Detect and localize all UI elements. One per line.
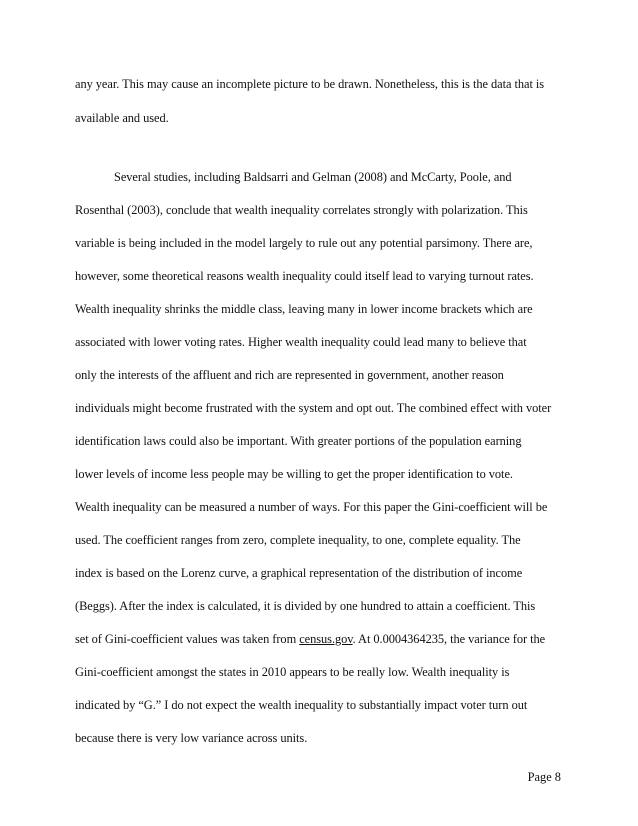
census-gov-link[interactable]: census.gov bbox=[299, 632, 353, 646]
text-line: because there is very low variance across units. bbox=[75, 731, 308, 745]
text-line: (Beggs). After the index is calculated, it is divided by one hundred to attain a coefficient. This bbox=[75, 599, 536, 613]
text-line: indicated by “G.” I do not expect the wealth inequality to substantially impact voter turn out bbox=[75, 698, 528, 712]
text-line: Rosenthal (2003), conclude that wealth inequality correlates strongly with polarization. This bbox=[75, 203, 528, 217]
text-line: lower levels of income less people may be willing to get the proper identification to vote. bbox=[75, 467, 513, 481]
text-fragment: set of Gini-coefficient values was taken from bbox=[75, 632, 300, 646]
text-line: however, some theoretical reasons wealth inequality could itself lead to varying turnout rates. bbox=[75, 269, 534, 283]
text-line: any year. This may cause an incomplete picture to be drawn. Nonetheless, this is the data that is bbox=[75, 77, 545, 91]
text-line: index is based on the Lorenz curve, a graphical representation of the distribution of income bbox=[75, 566, 523, 580]
paragraph-first-line: Several studies, including Baldsarri and Gelman (2008) and McCarty, Poole, and bbox=[114, 170, 512, 184]
text-line: Wealth inequality can be measured a number of ways. For this paper the Gini-coefficient will be bbox=[75, 500, 548, 514]
text-line: variable is being included in the model largely to rule out any potential parsimony. There are, bbox=[75, 236, 533, 250]
text-line: Wealth inequality shrinks the middle class, leaving many in lower income brackets which are bbox=[75, 302, 533, 316]
text-line: used. The coefficient ranges from zero, complete inequality, to one, complete equality. The bbox=[75, 533, 521, 547]
text-line: Gini-coefficient amongst the states in 2010 appears to be really low. Wealth inequality is bbox=[75, 665, 510, 679]
page-number: Page 8 bbox=[527, 770, 561, 784]
text-line: individuals might become frustrated with the system and opt out. The combined effect with voter bbox=[75, 401, 552, 415]
text-line: only the interests of the affluent and rich are represented in government, another reason bbox=[75, 368, 504, 382]
text-line-with-link bbox=[75, 632, 545, 646]
text-line: identification laws could also be important. With greater portions of the population earning bbox=[75, 434, 522, 448]
text-line: associated with lower voting rates. Higher wealth inequality could lead many to believe that bbox=[75, 335, 527, 349]
text-fragment: . At 0.0004364235, the variance for the bbox=[352, 632, 546, 646]
text-line: available and used. bbox=[75, 111, 169, 125]
